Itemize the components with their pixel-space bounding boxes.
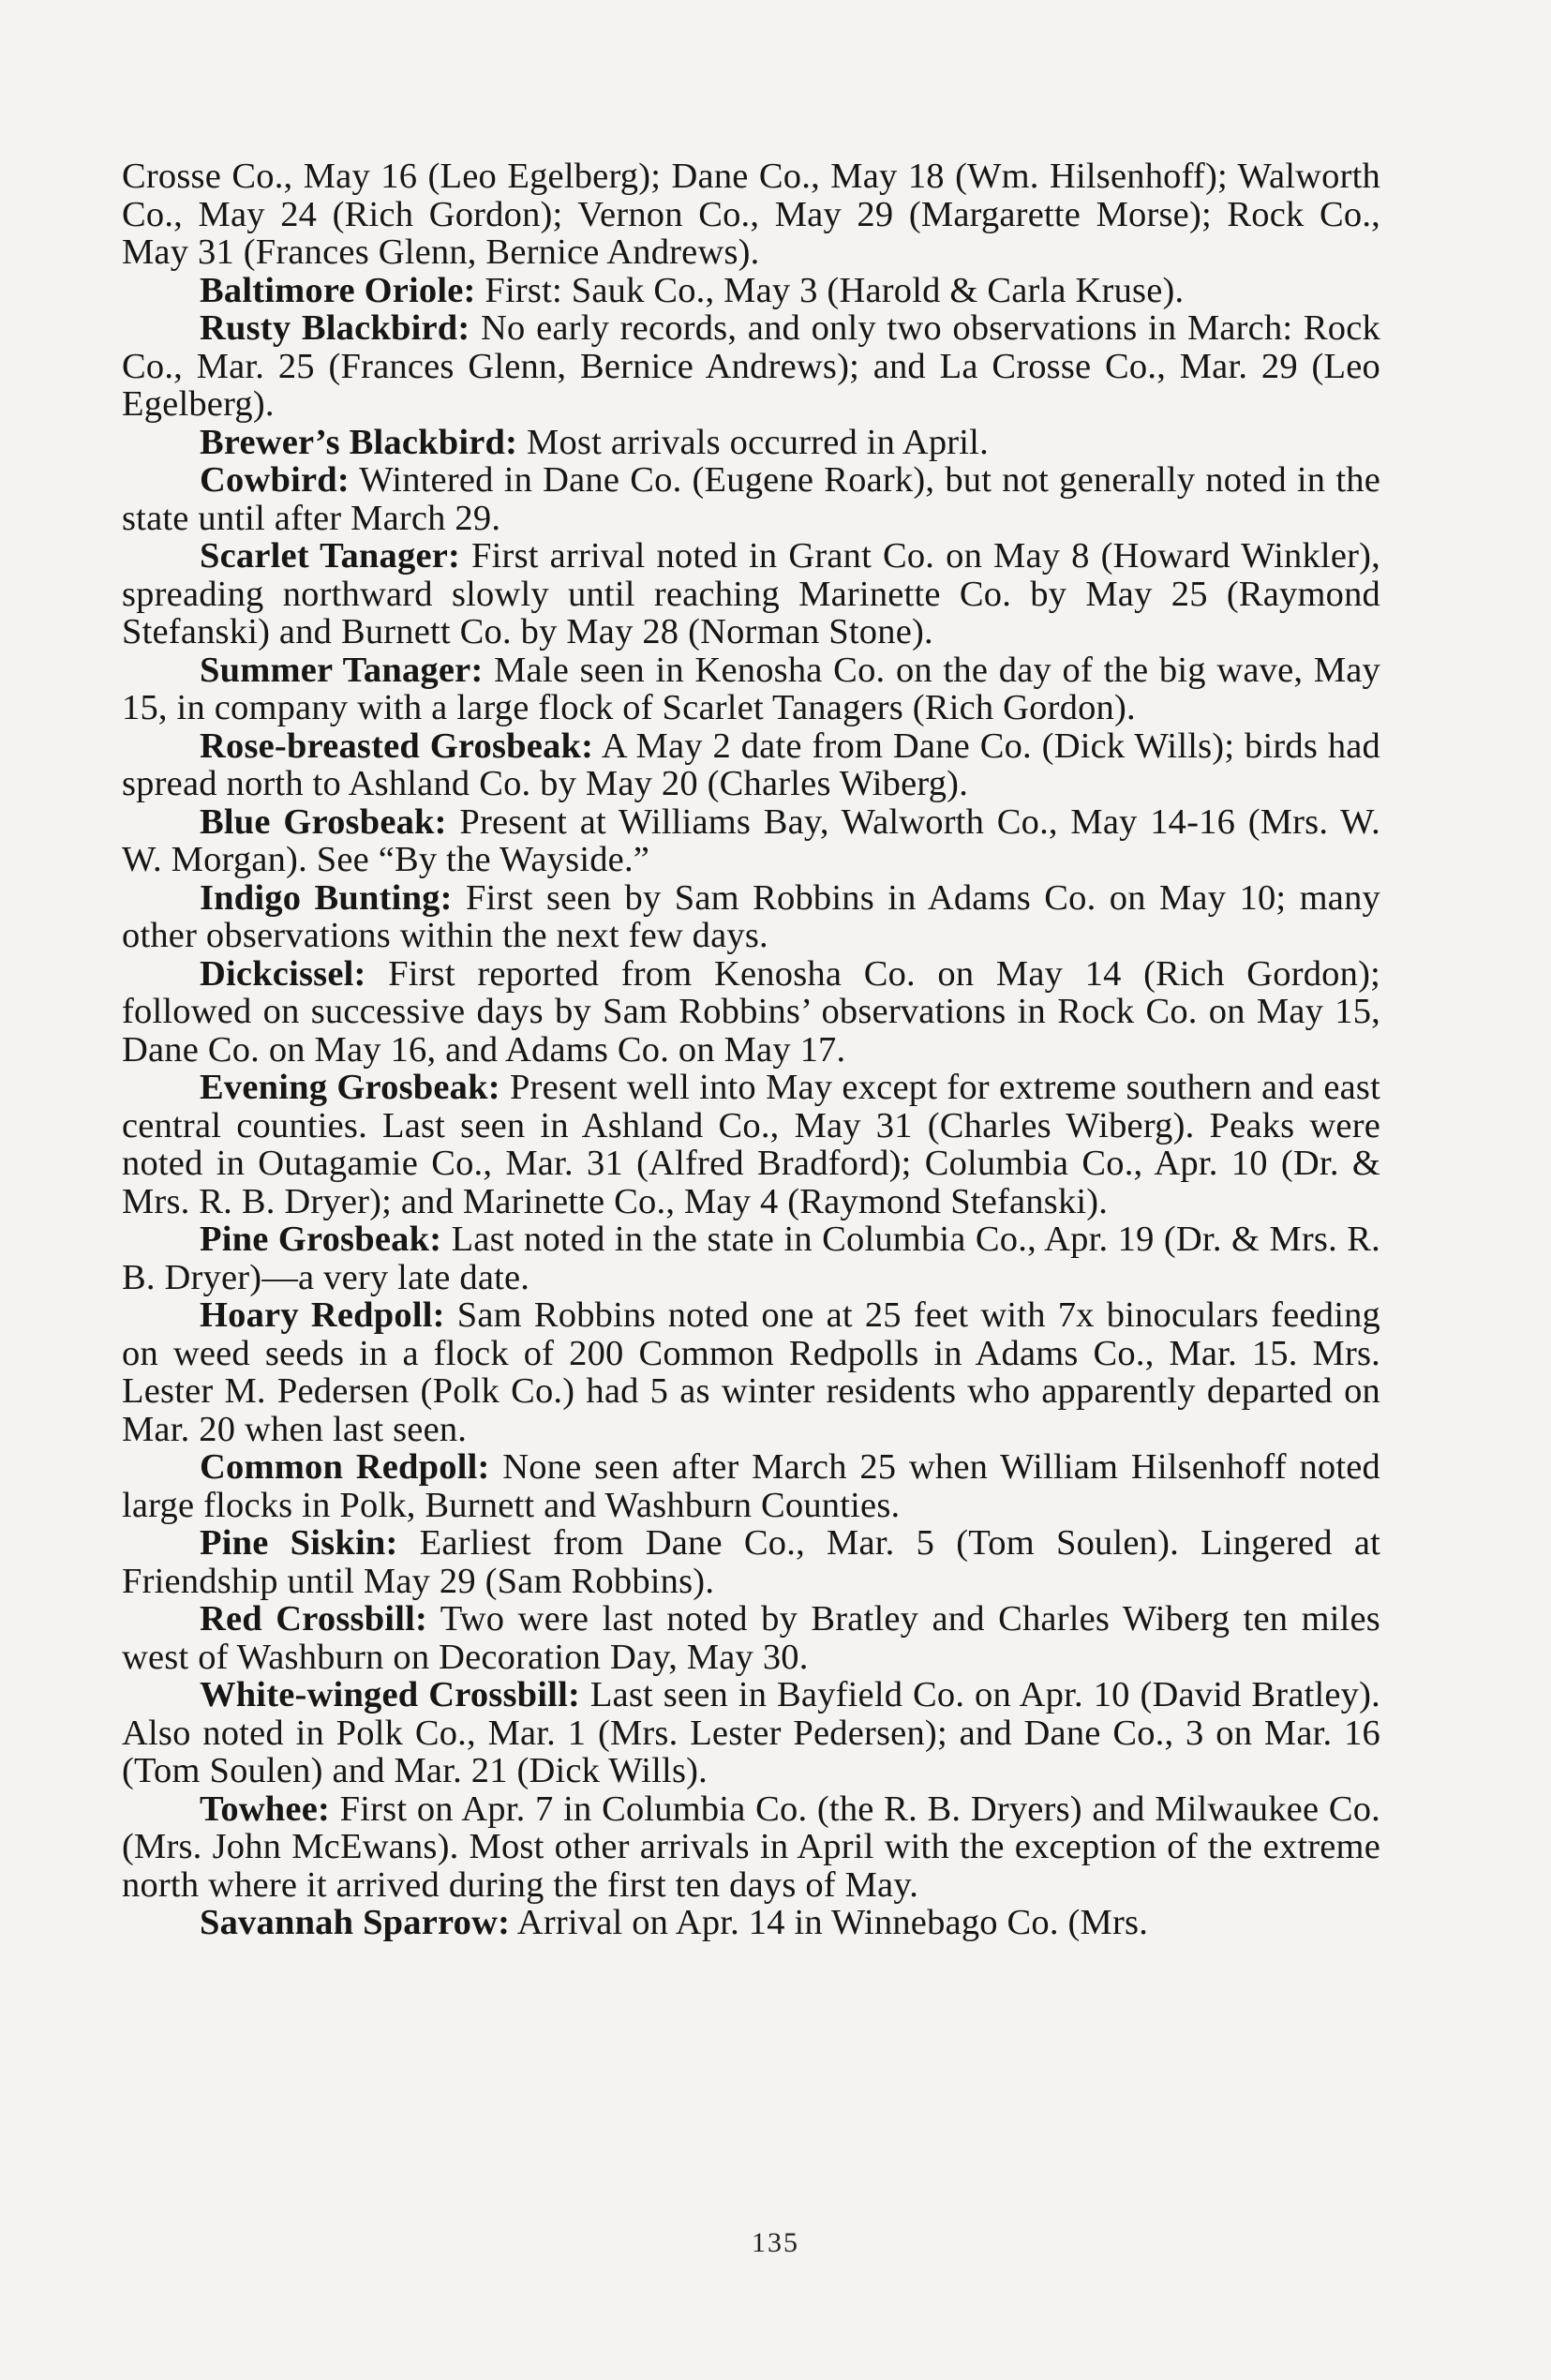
- species-entry: [122, 309, 1380, 424]
- species-entry: [122, 651, 1380, 727]
- species-notes: Last noted in the state in Columbia Co., Apr. 19 (Dr. & Mrs. R. B. Dryer)—a very late date.: [122, 1220, 1380, 1297]
- species-entry: [122, 1069, 1380, 1220]
- species-notes: Male seen in Kenosha Co. on the day of the big wave, May 15, in company with a large flock of Scarlet Tanagers (Rich Gordon).: [122, 650, 1380, 727]
- species-name: Scarlet Tanager:: [200, 536, 461, 576]
- species-name: Towhee:: [200, 1789, 331, 1829]
- species-entry: [122, 1296, 1380, 1448]
- species-notes: Wintered in Dane Co. (Eugene Roark), but not generally noted in the state until after March 29.: [122, 460, 1380, 538]
- species-entry: [122, 1790, 1380, 1905]
- species-notes: Earliest from Dane Co., Mar. 5 (Tom Soulen). Lingered at Friendship until May 29 (Sam Robbins).: [122, 1523, 1380, 1601]
- species-entry: [122, 461, 1380, 537]
- species-notes: First arrival noted in Grant Co. on May 8 (Howard Winkler), spreading northward slowly until reaching Marinette Co. by May 25 (Raymond Stefanski) and Burnett Co. by May 28 (Norman Stone).: [122, 536, 1380, 651]
- article-body: [122, 157, 1380, 1942]
- species-entry: [122, 727, 1380, 803]
- species-notes: None seen after March 25 when William Hilsenhoff noted large flocks in Polk, Burnett and Washburn Counties.: [122, 1447, 1380, 1525]
- species-entry: [122, 1676, 1380, 1790]
- species-name: Red Crossbill:: [200, 1599, 428, 1639]
- species-notes: Present at Williams Bay, Walworth Co., May 14-16 (Mrs. W. W. Morgan). See “By the Wayside.”: [122, 801, 1380, 879]
- page-number: 135: [752, 2227, 799, 2258]
- species-entry: [122, 879, 1380, 955]
- species-entry: [122, 1904, 1380, 1942]
- species-name: Common Redpoll:: [200, 1447, 490, 1487]
- species-name: Blue Grosbeak:: [200, 801, 447, 842]
- species-entry: [122, 1524, 1380, 1600]
- species-notes: Two were last noted by Bratley and Charles Wiberg ten miles west of Washburn on Decoration Day, May 30.: [122, 1599, 1380, 1677]
- species-name: Baltimore Oriole:: [200, 270, 476, 310]
- species-entry: [122, 537, 1380, 651]
- species-entry: [122, 272, 1380, 310]
- species-name: Pine Grosbeak:: [200, 1220, 442, 1259]
- species-notes: Most arrivals occurred in April.: [517, 422, 989, 462]
- species-notes: Sam Robbins noted one at 25 feet with 7x binoculars feeding on weed seeds in a flock of 200 Common Redpolls in Adams Co., Mar. 15. Mrs. Lester M. Pedersen (Polk Co.) had 5 as winter residents who apparently departed on Mar. 20 when last seen.: [122, 1295, 1381, 1449]
- species-notes: Arrival on Apr. 14 in Winnebago Co. (Mrs.: [510, 1903, 1149, 1942]
- species-name: Hoary Redpoll:: [200, 1295, 445, 1335]
- species-entry: [122, 1220, 1380, 1296]
- species-entry: [122, 1448, 1380, 1524]
- species-entry: [122, 803, 1380, 879]
- species-name: White-winged Crossbill:: [200, 1675, 580, 1714]
- species-name: Indigo Bunting:: [200, 877, 453, 918]
- species-name: Dickcissel:: [200, 953, 366, 994]
- species-name: Rusty Blackbird:: [200, 308, 470, 348]
- species-notes: No early records, and only two observations in March: Rock Co., Mar. 25 (Frances Glenn, Bernice Andrews); and La Crosse Co., Mar. 29 (Leo Egelberg).: [122, 308, 1380, 424]
- species-notes: Last seen in Bayfield Co. on Apr. 10 (David Bratley). Also noted in Polk Co., Mar. 1 (Mrs. Lester Pedersen); and Dane Co., 3 on Mar. 16 (Tom Soulen) and Mar. 21 (Dick Wills).: [122, 1675, 1380, 1790]
- species-name: Summer Tanager:: [200, 650, 484, 690]
- species-name: Evening Grosbeak:: [200, 1068, 500, 1107]
- species-name: Pine Siskin:: [200, 1523, 398, 1563]
- species-notes: First on Apr. 7 in Columbia Co. (the R. B. Dryers) and Milwaukee Co. (Mrs. John McEwans). Most other arrivals in April with the exception of the extreme north where it arrived during the first ten days of May.: [122, 1789, 1380, 1905]
- species-name: Brewer’s Blackbird:: [200, 422, 518, 462]
- species-entry: [122, 424, 1380, 462]
- opening-paragraph: Crosse Co., May 16 (Leo Egelberg); Dane Co., May 18 (Wm. Hilsenhoff); Walworth Co., May 24 (Rich Gordon); Vernon Co., May 29 (Margarette Morse); Rock Co., May 31 (Frances Glenn, Bernice Andrews).: [122, 157, 1380, 272]
- species-notes: First: Sauk Co., May 3 (Harold & Carla Kruse).: [475, 270, 1185, 310]
- species-entry: [122, 1600, 1380, 1676]
- species-name: Savannah Sparrow:: [200, 1903, 511, 1942]
- species-name: Rose-breasted Grosbeak:: [200, 726, 594, 766]
- species-notes: First seen by Sam Robbins in Adams Co. on May 10; many other observations within the next few days.: [122, 877, 1380, 955]
- species-notes: Present well into May except for extreme southern and east central counties. Last seen in Ashland Co., May 31 (Charles Wiberg). Peaks were noted in Outagamie Co., Mar. 31 (Alfred Bradford); Columbia Co., Apr. 10 (Dr. & Mrs. R. B. Dryer); and Marinette Co., May 4 (Raymond Stefanski).: [122, 1068, 1380, 1221]
- species-name: Cowbird:: [200, 460, 350, 500]
- species-notes: First reported from Kenosha Co. on May 14 (Rich Gordon); followed on successive days by Sam Robbins’ observations in Rock Co. on May 15, Dane Co. on May 16, and Adams Co. on May 17.: [122, 953, 1380, 1070]
- species-entry: [122, 955, 1380, 1070]
- species-notes: A May 2 date from Dane Co. (Dick Wills); birds had spread north to Ashland Co. by May 20 (Charles Wiberg).: [122, 726, 1381, 803]
